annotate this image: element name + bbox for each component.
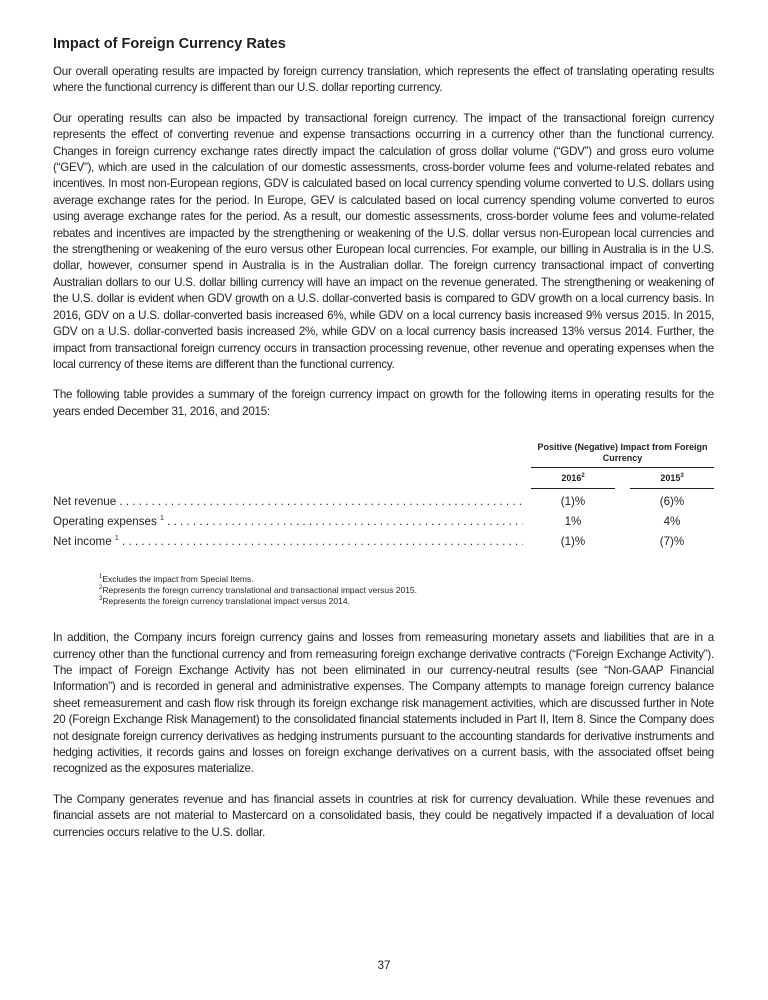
value-2015: (6)% bbox=[659, 495, 685, 509]
value-2015: 4% bbox=[663, 515, 681, 529]
paragraph-transactional: Our operating results can also be impacted by transactional foreign currency. The impact of the transactional foreign currency represents the effect of converting revenue and expense transactions occurring in a currency other than the functional currency. Changes in foreign currency exchange rates directly impact the calculation of gross dollar volume (“GDV”) and gross euro volume (“GEV”), which are used in the calculation of our domestic assessments, cross-border volume fees and volume-related rebates and incentives. In most non-European regions, GDV is calculated based on local currency spending volume converted to U.S. dollars using average exchange rates for the period. In Europe, GEV is calculated based on local currency spending volume converted to euros using average exchange rates for the period. As a result, our domestic assessments, cross-border volume fees and volume-related rebates and incentives are impacted by the strengthening or weakening of the U.S. dollar versus non-European local currencies and the strengthening or weakening of the euro versus other European local currencies. For example, our billing in Australia is in the U.S. dollar, however, consumer spend in Australia is in the Australian dollar. The foreign currency transactional impact of converting Australian dollars to our U.S. dollar billing currency will have an impact on the revenue generated. The strengthening or weakening of the U.S. dollar is evident when GDV growth on a U.S. dollar-converted basis is compared to GDV growth on a local currency basis. In 2016, GDV on a U.S. dollar-converted basis increased 6%, while GDV on a local currency basis increased 9% versus 2015. In 2015, GDV on a U.S. dollar-converted basis increased 2%, while GDV on a local currency basis increased 13% versus 2014. Further, the impact from transactional foreign currency occurs in transaction processing revenue, other revenue and operating expenses when the local currency of these items are different than the functional currency. bbox=[53, 111, 714, 371]
value-2016: (1)% bbox=[560, 535, 586, 549]
header-rule bbox=[531, 467, 714, 468]
section-heading: Impact of Foreign Currency Rates bbox=[53, 36, 286, 52]
column-rule bbox=[630, 488, 714, 489]
footnote-ref: 2 bbox=[581, 473, 585, 480]
row-label: Net revenue . . . bbox=[53, 495, 523, 508]
paragraph-table-intro: The following table provides a summary of the foreign currency impact on growth for the following items in operating results for the years ended December 31, 2016, and 2015: bbox=[53, 388, 714, 418]
value-2016: 1% bbox=[564, 515, 582, 529]
year-label: 2016 bbox=[561, 473, 582, 484]
page-number: 37 bbox=[377, 960, 391, 972]
table-row bbox=[53, 515, 714, 531]
paragraph-devaluation: The Company generates revenue and has financial assets in countries at risk for currency devaluation. While these revenues and financial assets are not material to Mastercard on a consolidated basis, they could be negatively impacted if a devaluation of local currencies occurs relative to the U.S. dollar. bbox=[53, 792, 714, 839]
footnote: $^1$Excludes the impact from Special Items. bbox=[99, 573, 254, 584]
column-2015 bbox=[630, 473, 714, 483]
value-2016: (1)% bbox=[560, 495, 586, 509]
value-2015: (7)% bbox=[659, 535, 685, 549]
row-label: Net income $^1$ . . . bbox=[53, 535, 523, 548]
currency-impact-table bbox=[53, 442, 714, 606]
footnote-ref: 3 bbox=[680, 473, 684, 480]
footnote: $^2$Represents the foreign currency translational and transactional impact versus 2015. bbox=[99, 584, 418, 595]
document-page bbox=[53, 36, 714, 855]
table-row bbox=[53, 495, 714, 511]
column-rule bbox=[531, 488, 615, 489]
table-header: Positive (Negative) Impact from Foreign Currency bbox=[537, 442, 708, 464]
paragraph-translation: Our overall operating results are impacted by foreign currency translation, which represents the effect of translating operating results where the functional currency is different than our U.S. dollar reporting currency. bbox=[53, 65, 714, 95]
row-label: Operating expenses $^1$ . . . bbox=[53, 515, 523, 528]
table-row bbox=[53, 535, 714, 551]
footnote: $^3$Represents the foreign currency translational impact versus 2014. bbox=[99, 595, 350, 606]
year-label: 2015 bbox=[660, 473, 681, 484]
column-2016 bbox=[531, 473, 615, 483]
paragraph-fx-activity: In addition, the Company incurs foreign currency gains and losses from remeasuring monetary assets and liabilities that are in a currency other than the functional currency and from remeasuring foreign exchange derivative contracts (“Foreign Exchange Activity”). The impact of Foreign Exchange Activity has not been eliminated in our currency-neutral results (see “Non-GAAP Financial Information”) and is recorded in general and administrative expenses. The Company attempts to manage foreign currency balance sheet remeasurement and cash flow risk through its foreign exchange risk management activities, which are discussed further in Note 20 (Foreign Exchange Risk Management) to the consolidated financial statements included in Part II, Item 8. Since the Company does not designate foreign currency derivatives as hedging instruments pursuant to the accounting standards for derivative instruments and hedging activities, it records gains and losses on foreign exchange derivatives on a current basis, with the associated offset being recognized as the exposures materialize. bbox=[53, 631, 714, 776]
